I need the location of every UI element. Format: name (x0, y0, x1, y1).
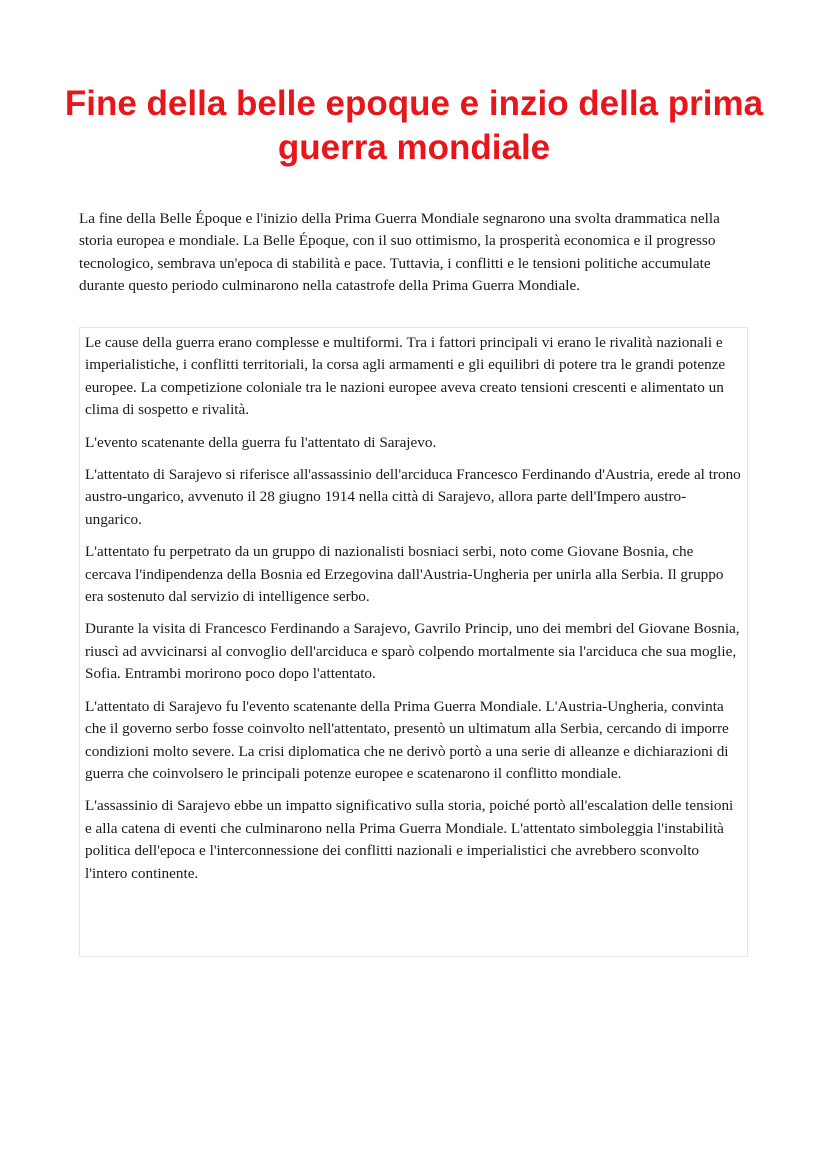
paragraph-causes: Le cause della guerra erano complesse e multiformi. Tra i fattori principali vi erano le rivalità nazionali e imperialistiche, i conflitti territoriali, la corsa agli armamenti e gli equilibri di potere tra le grandi potenze europee. La competizione coloniale tra le nazioni europee aveva creato tensioni crescenti e alimentato un clima di sospetto e rivalità. (85, 334, 726, 419)
page-title: Fine della belle epoque e inzio della prima guerra mondiale (64, 84, 764, 167)
paragraph-perpetrators: L'attentato fu perpetrato da un gruppo di nazionalisti bosniaci serbi, noto come Giovane Bosnia, che cercava l'indipendenza della Bosnia ed Erzegovina dall'Austria-Ungheria per unirla alla Serbia. Il gruppo era sostenuto dal servizio di intelligence serbo. (85, 543, 724, 606)
intro-paragraph: La fine della Belle Époque e l'inizio della Prima Guerra Mondiale segnarono una svolta drammatica nella storia europea e mondiale. La Belle Époque, con il suo ottimismo, la prosperità economica e il progresso tecnologico, sembrava un'epoca di stabilità e pace. Tuttavia, i conflitti e le tensioni politiche accumulate durante questo periodo culminarono nella catastrofe della Prima Guerra Mondiale. (79, 210, 720, 295)
paragraph-sarajevo-definition: L'attentato di Sarajevo si riferisce all'assassinio dell'arciduca Francesco Ferdinando d'Austria, erede al trono austro-ungarico, avvenuto il 28 giugno 1914 nella città di Sarajevo, allora parte dell'Impero austro-ungarico. (85, 466, 741, 528)
content-box (79, 327, 748, 957)
paragraph-visit: Durante la visita di Francesco Ferdinando a Sarajevo, Gavrilo Princip, uno dei membri del Giovane Bosnia, riuscì ad avvicinarsi al convoglio dell'arciduca e sparò colpendo mortalmente sia l'arciduca che sua moglie, Sofia. Entrambi morirono poco dopo l'attentato. (85, 620, 740, 683)
paragraph-ultimatum: L'attentato di Sarajevo fu l'evento scatenante della Prima Guerra Mondiale. L'Austria-Ungheria, convinta che il governo serbo fosse coinvolto nell'attentato, presentò un ultimatum alla Serbia, cercando di imporre condizioni molto severe. La crisi diplomatica che ne derivò portò a una serie di alleanze e dichiarazioni di guerra che coinvolsero le principali potenze europee e scatenarono il conflitto mondiale. (85, 697, 729, 782)
paragraph-impact: L'assassinio di Sarajevo ebbe un impatto significativo sulla storia, poiché portò all'escalation delle tensioni e alla catena di eventi che culminarono nella Prima Guerra Mondiale. L'attentato simboleggia l'instabilità politica dell'epoca e l'interconnessione dei conflitti nazionali e imperialistici che avrebbero sconvolto l'intero continente. (85, 797, 734, 882)
paragraph-trigger-event: L'evento scatenante della guerra fu l'attentato di Sarajevo. (85, 433, 437, 451)
